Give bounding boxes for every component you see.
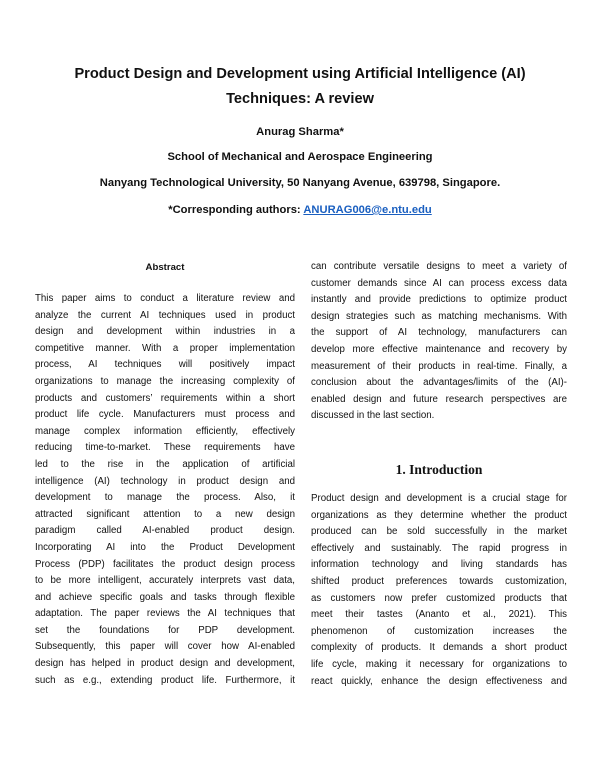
text-line: design strategies such as matching mechanisms. With	[311, 310, 567, 322]
text-line: product life cycle. Manufacturers must process and	[35, 409, 295, 421]
affiliation-address: Nanyang Technological University, 50 Nanyang Avenue, 639798, Singapore.	[99, 177, 501, 189]
text-line: shifted product preferences towards customization,	[311, 575, 567, 587]
text-line: intelligence (AI) technology in product design and	[35, 475, 295, 487]
text-line: Process (PDP) facilitates the product design process	[35, 558, 295, 570]
text-line: attracted significant attention to a new design	[35, 508, 295, 520]
affiliation-school: School of Mechanical and Aerospace Engineering	[167, 151, 433, 163]
text-line: react quickly, enhance the design effectiveness and	[311, 675, 567, 687]
paper-title-line-1: Product Design and Development using Artificial Intelligence (AI)	[74, 66, 526, 82]
text-line: analyze the current AI techniques used in product	[35, 309, 295, 321]
text-line: customer demands since AI can process excess data	[311, 277, 567, 289]
text-line: the support of AI technology, manufacturers can	[311, 327, 567, 339]
text-line: meet their tastes (Ananto et al., 2021). This	[311, 609, 567, 621]
text-line: as customers now prefer customized products that	[311, 592, 567, 604]
text-line: life cycle, making it necessary for organizations to	[311, 658, 567, 670]
text-line: design has helped in product design and development,	[35, 658, 295, 670]
text-line: organizations as they determine whether the product	[311, 509, 567, 521]
text-line: development to manage the process. Also, it	[35, 492, 295, 504]
text-line: design and development within industries in a	[35, 326, 295, 338]
text-line: Incorporating AI into the Product Development	[35, 541, 295, 553]
text-line: led to the rise in the application of artificial	[35, 458, 295, 470]
text-line: information technology and living standards has	[311, 559, 567, 571]
introduction-heading: 1. Introduction	[395, 462, 483, 477]
abstract-heading: Abstract	[145, 262, 185, 273]
corresponding-label: *Corresponding authors:	[168, 204, 304, 216]
text-line: instantly and provide predictions to optimize product	[311, 294, 567, 306]
text-line: competitive manner. With a proper implementation	[35, 342, 295, 354]
corresponding-author	[0, 204, 600, 216]
corresponding-email-link[interactable]: ANURAG006@e.ntu.edu	[303, 204, 432, 216]
text-line: and achieve specific goals and tasks through flexible	[35, 591, 295, 603]
text-line: process, AI techniques will positively impact	[35, 359, 295, 371]
text-line: products and customers’ requirements within a short	[35, 392, 295, 404]
abstract-right-column	[311, 259, 567, 425]
text-line: Product design and development is a crucial stage for	[311, 493, 567, 504]
text-line: manage complex information efficiently, effectively	[35, 425, 295, 437]
text-line: develop more effective maintenance and recovery by	[311, 343, 567, 355]
text-line: organizations to manage the increasing complexity of	[35, 375, 295, 387]
text-line: phenomenon of customization increases the	[311, 625, 567, 637]
text-line: enabled design and future research perspectives are	[311, 393, 567, 405]
text-line: such as e.g., extending product life. Furthermore, it	[35, 674, 295, 686]
text-line: This paper aims to conduct a literature review and	[35, 293, 295, 304]
text-line: measurement of their products in real-time. Finally, a	[311, 360, 567, 372]
text-line: Subsequently, this paper will cover how AI-enabled	[35, 641, 295, 653]
text-line: reducing time-to-market. These requirements have	[35, 442, 295, 454]
introduction-body	[311, 491, 567, 690]
text-line: effectively and sustainably. The rapid progress in	[311, 542, 567, 554]
text-line: adaptation. The paper reviews the AI techniques that	[35, 608, 295, 620]
text-line: complexity of products. It demands a short product	[311, 642, 567, 654]
abstract-left-column	[35, 291, 295, 689]
text-line: can contribute versatile designs to meet a variety of	[311, 261, 567, 272]
text-line: paradigm called AI-enabled product design.	[35, 525, 295, 537]
author-name: Anurag Sharma*	[256, 126, 344, 138]
text-line: discussed in the last section.	[311, 410, 435, 422]
text-line: set the foundations for PDP development.	[35, 624, 295, 636]
text-line: to be more intelligent, accurately interprets vast data,	[35, 575, 295, 587]
text-line: conclusion about the advantages/limits of the (AI)-	[311, 377, 567, 389]
paper-title-line-2: Techniques: A review	[226, 91, 374, 107]
text-line: produced can be sold successfully in the market	[311, 526, 567, 538]
